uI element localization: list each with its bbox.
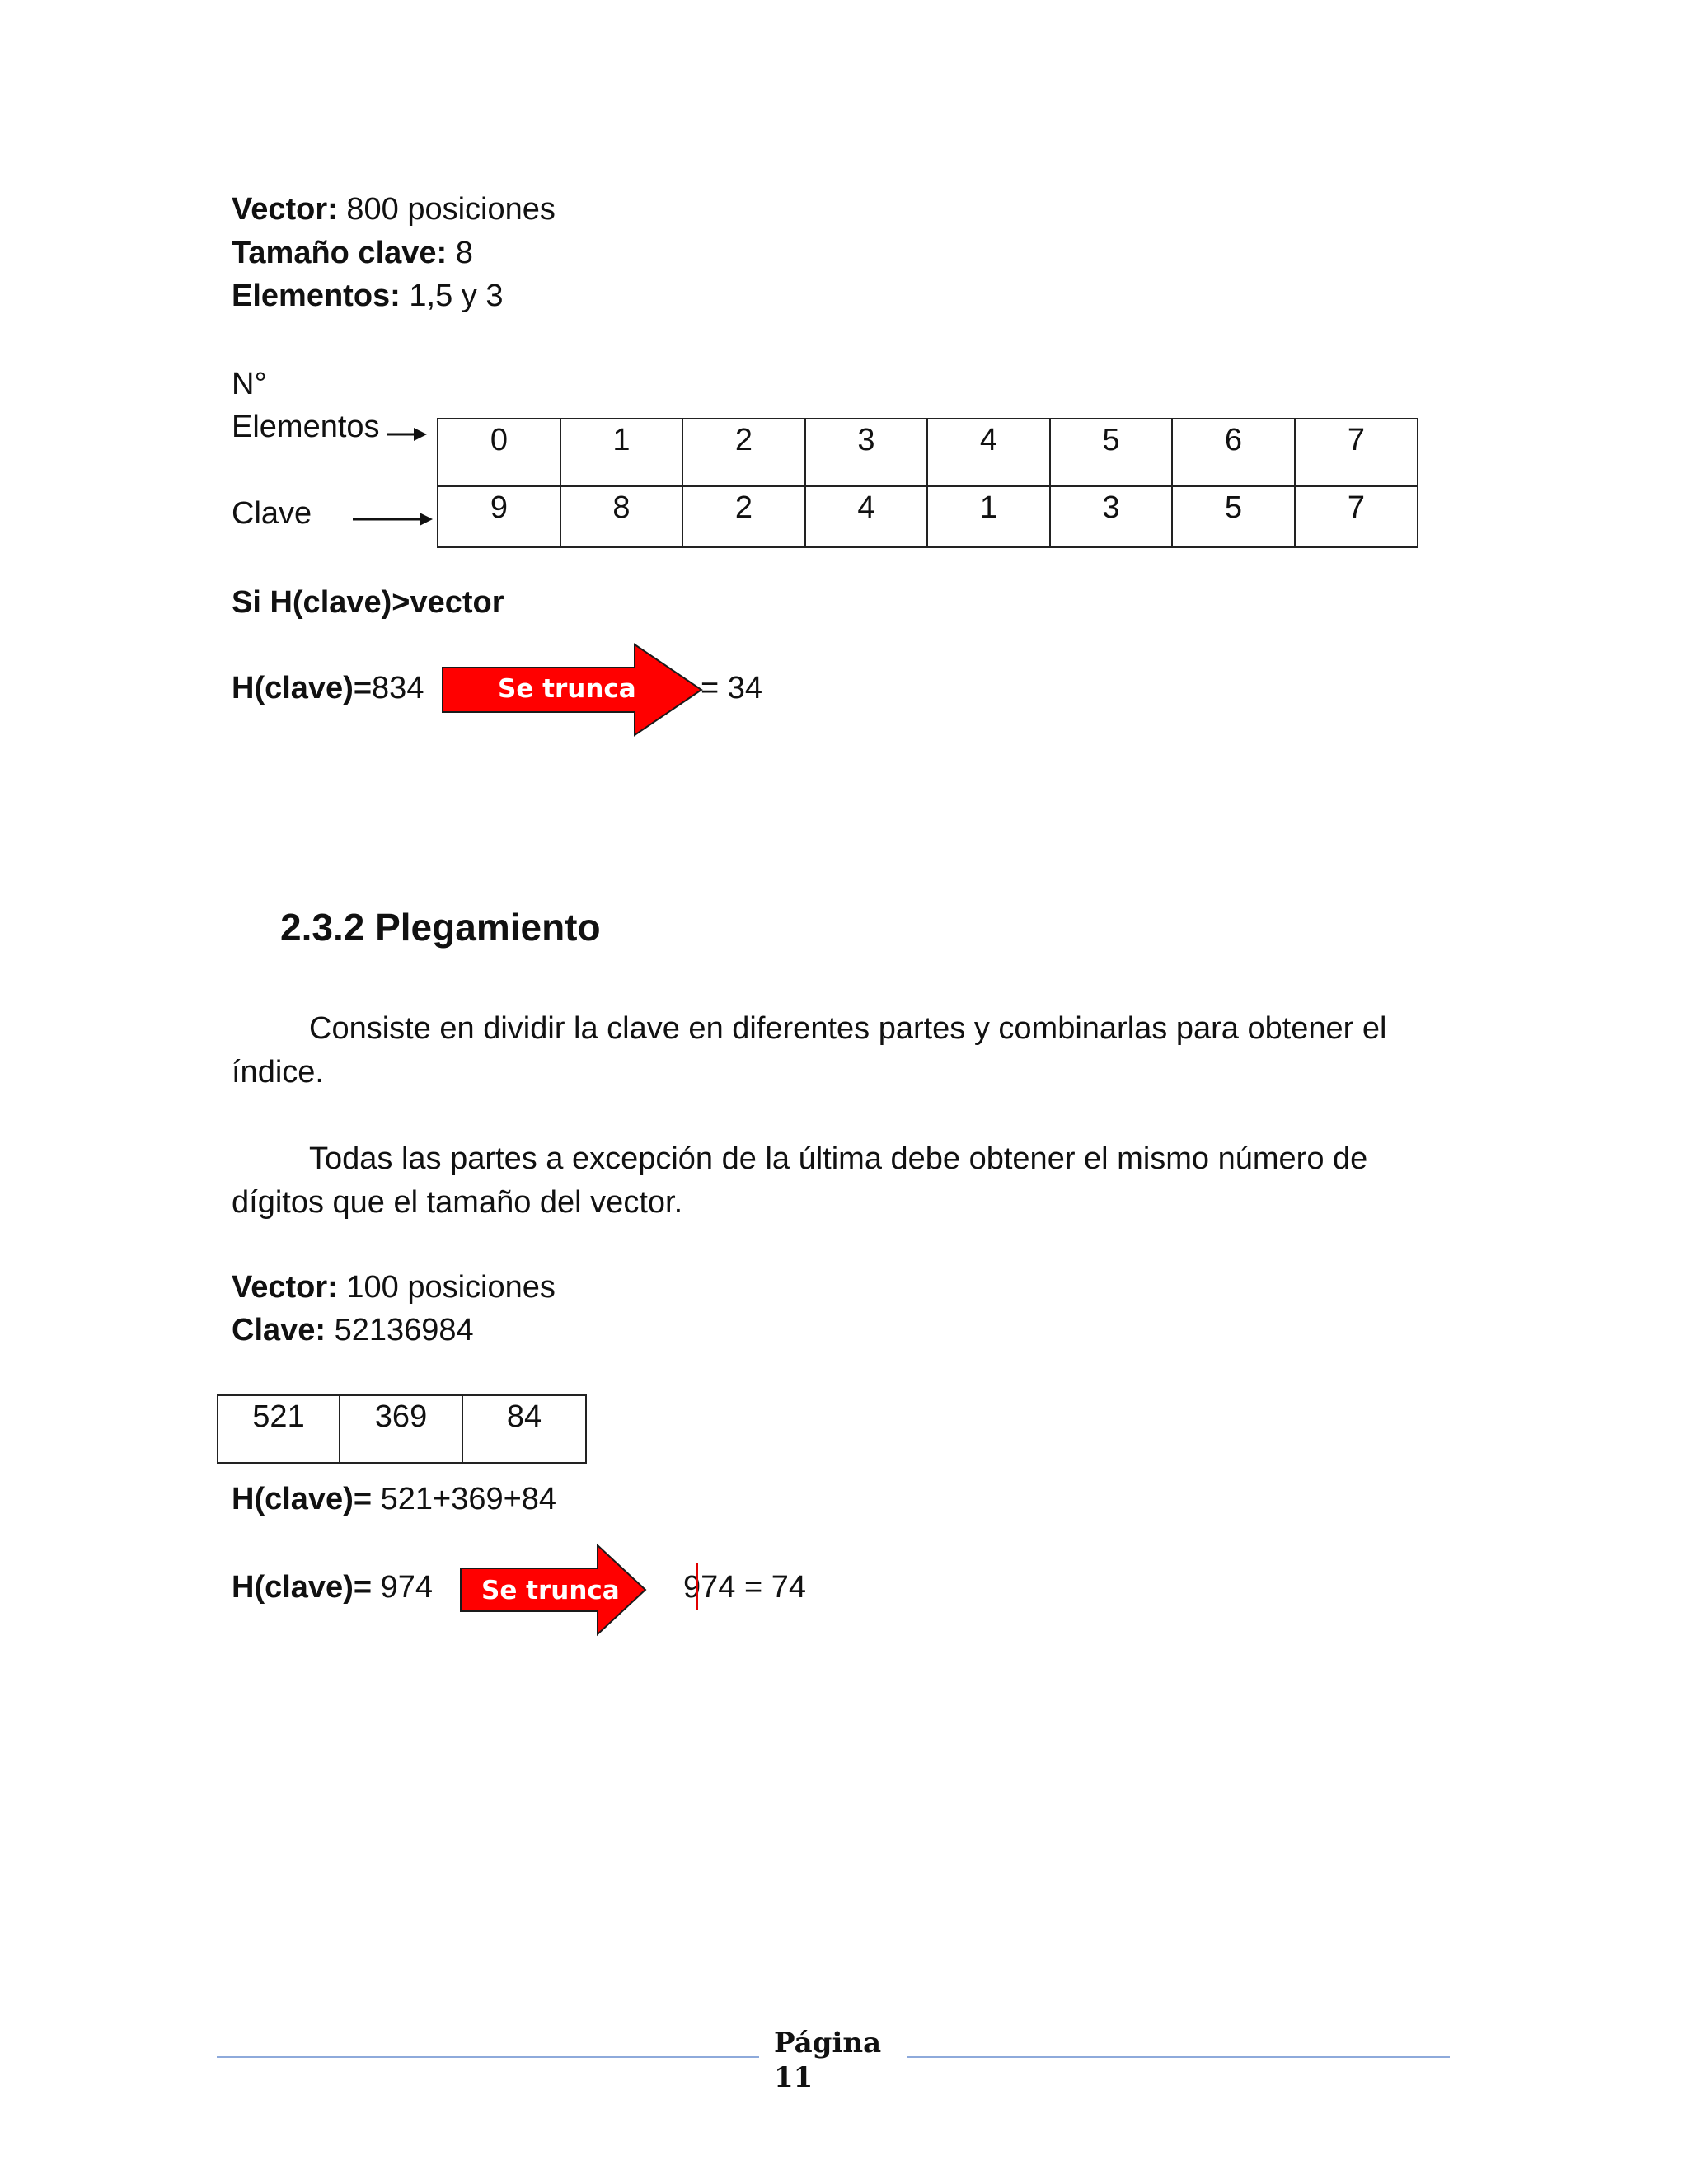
paragraph-2: Todas las partes a excepción de la última debe obtener el mismo número de dígitos que el tamaño del vector.	[232, 1141, 1368, 1220]
vector-value-2: 100 posiciones	[337, 1270, 556, 1305]
table-cell: 3	[805, 419, 927, 486]
elements-line	[232, 278, 503, 316]
elements-label: Elementos:	[232, 279, 401, 313]
table-row	[438, 419, 1418, 486]
table-cell: 9	[438, 486, 560, 547]
hash-label-1: H(clave)=	[232, 671, 373, 705]
table-cell: 7	[1295, 486, 1418, 547]
page-number-value: 11	[774, 2061, 814, 2094]
key-label: Clave:	[232, 1313, 326, 1347]
table-cell: 4	[805, 486, 927, 547]
table-cell: 3	[1050, 486, 1172, 547]
table-row	[218, 1395, 586, 1463]
table-cell: 521	[218, 1395, 340, 1463]
vector-label: Vector:	[232, 192, 338, 227]
vector-label-2: Vector:	[232, 1270, 338, 1305]
footer-rule-right	[907, 2056, 1450, 2058]
sum-value: 521+369+84	[372, 1482, 557, 1516]
key-size-label: Tamaño clave:	[232, 236, 448, 270]
vector-line	[232, 191, 556, 229]
vector-value: 800 posiciones	[337, 192, 556, 227]
table-cell: 2	[682, 486, 805, 547]
table-cell: 5	[1172, 486, 1295, 547]
hash-value-1: 834	[372, 671, 424, 705]
sum-line	[232, 1481, 556, 1519]
key-row-label: Clave	[232, 496, 312, 531]
hash-label-2: H(clave)=	[232, 1570, 373, 1605]
key-size-line	[232, 235, 473, 273]
truncate-result-1: = 34	[701, 671, 763, 705]
element-number-label: N°	[232, 367, 267, 401]
key-size-value: 8	[447, 236, 473, 270]
hash-value-2: 974	[372, 1570, 434, 1605]
table-cell: 0	[438, 419, 560, 486]
table-cell: 369	[340, 1395, 462, 1463]
table-cell: 8	[560, 486, 682, 547]
paragraph-1: Consiste en dividir la clave en diferentes partes y combinarlas para obtener el índice.	[232, 1011, 1387, 1090]
elements-row-label: Elementos	[232, 410, 380, 444]
key-value: 52136984	[326, 1313, 474, 1347]
section-heading: 2.3.2 Plegamiento	[280, 906, 601, 949]
truncate-label-2: Se trunca	[481, 1576, 620, 1605]
table-row	[438, 486, 1418, 547]
hash-value-line-1	[232, 670, 424, 708]
truncate-label-1: Se trunca	[498, 674, 636, 704]
table-cell: 84	[462, 1395, 586, 1463]
truncation-cut-mark	[696, 1563, 698, 1610]
table-cell: 6	[1172, 419, 1295, 486]
footer-rule-left	[217, 2056, 759, 2058]
truncate-result-2: 974 = 74	[683, 1570, 806, 1605]
hash-table	[437, 418, 1418, 548]
table-cell: 7	[1295, 419, 1418, 486]
vector-line-2	[232, 1269, 556, 1307]
table-cell: 1	[560, 419, 682, 486]
table-cell: 5	[1050, 419, 1172, 486]
table-cell: 4	[927, 419, 1050, 486]
table-cell: 1	[927, 486, 1050, 547]
elements-pointer-arrow	[387, 428, 427, 441]
table-cell: 2	[682, 419, 805, 486]
fold-parts-table	[217, 1394, 587, 1464]
sum-label: H(clave)=	[232, 1482, 373, 1516]
key-line	[232, 1312, 474, 1350]
page-number	[774, 2026, 881, 2095]
elements-value: 1,5 y 3	[400, 279, 504, 313]
key-pointer-arrow	[353, 513, 433, 526]
page-label: Página	[774, 2027, 882, 2060]
hash-value-line-2	[232, 1569, 433, 1607]
condition-text: Si H(clave)>vector	[232, 585, 504, 620]
